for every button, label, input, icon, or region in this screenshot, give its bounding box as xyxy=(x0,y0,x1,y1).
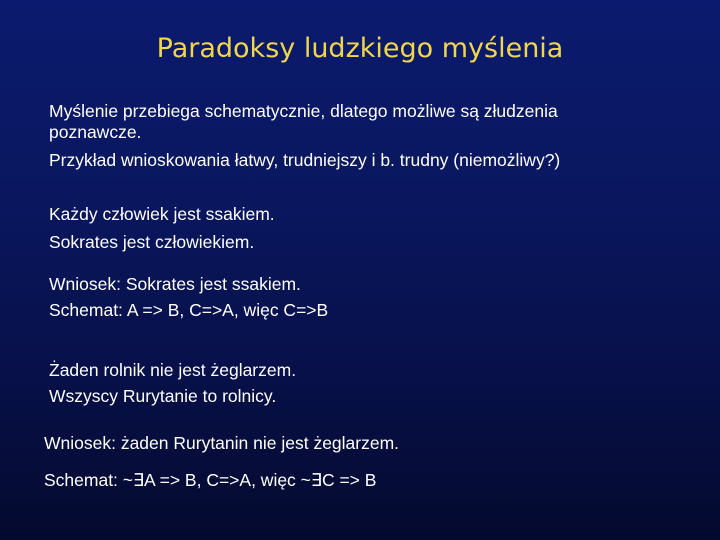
slide-title: Paradoksy ludzkiego myślenia xyxy=(156,33,564,64)
text-line: Wszyscy Rurytanie to rolnicy. xyxy=(49,386,277,406)
text-line: Wniosek: żaden Rurytanin nie jest żeglarzem. xyxy=(44,433,400,453)
text-line: Żaden rolnik nie jest żeglarzem. xyxy=(49,360,297,380)
text-line: Przykład wnioskowania łatwy, trudniejszy i b. trudny (niemożliwy?) xyxy=(49,150,561,170)
text-line: Schemat: A => B, C=>A, więc C=>B xyxy=(49,300,329,320)
text-line: Każdy człowiek jest ssakiem. xyxy=(49,204,275,224)
text-line: Wniosek: Sokrates jest ssakiem. xyxy=(49,274,301,294)
text-line: Sokrates jest człowiekiem. xyxy=(49,232,255,252)
text-line: Myślenie przebiega schematycznie, dlatego możliwe są złudzenia xyxy=(49,101,558,121)
text-line: poznawcze. xyxy=(49,122,142,142)
text-line: Schemat: ~∃A => B, C=>A, więc ~∃C => B xyxy=(44,470,377,490)
